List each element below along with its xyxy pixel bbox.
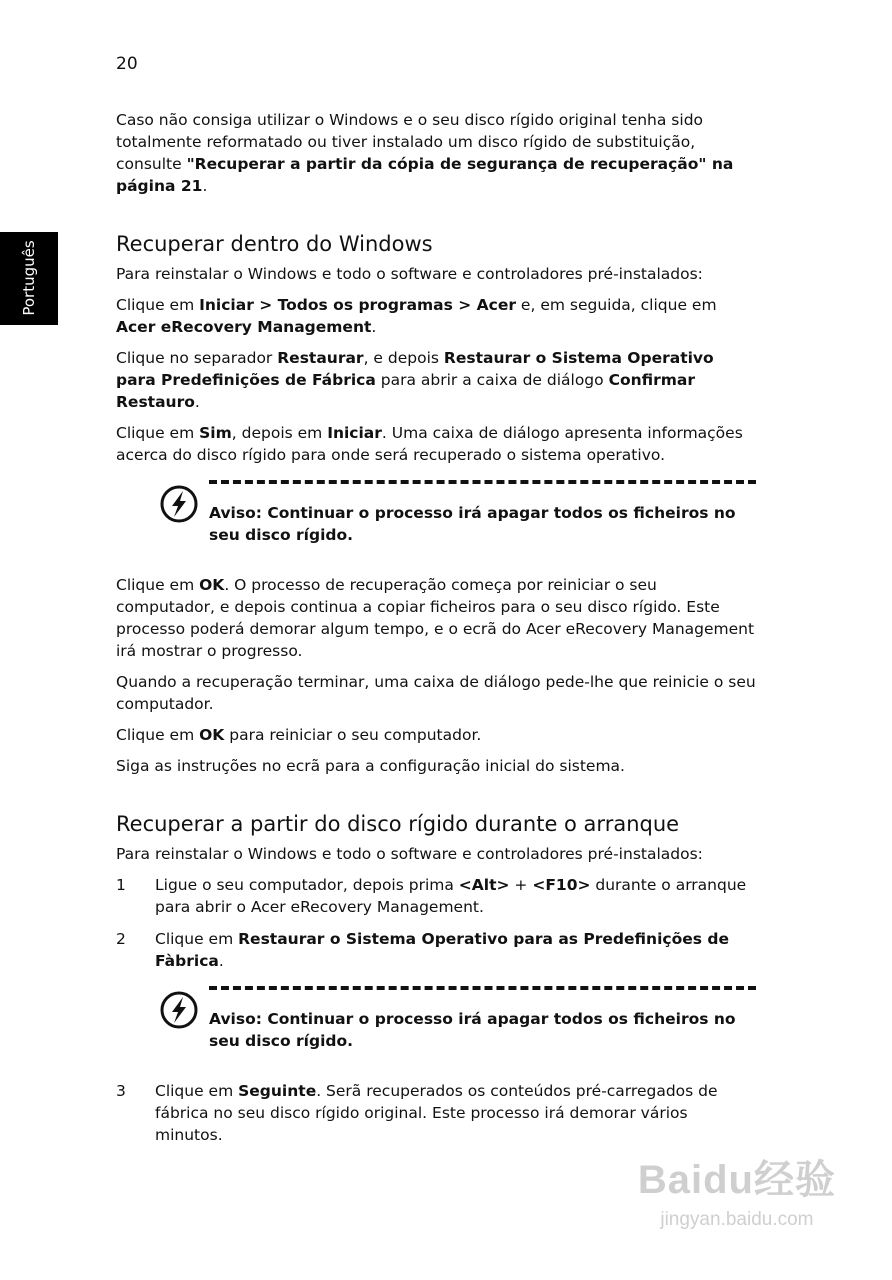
bold-text: <F10> <box>532 876 591 894</box>
text: . <box>194 393 200 411</box>
step-item <box>116 928 756 972</box>
bold-text: OK <box>199 576 225 594</box>
text: e, em seguida, clique em <box>516 296 717 314</box>
section1-p7 <box>116 724 756 746</box>
bold-text: <Alt> <box>458 876 510 894</box>
step-number: 1 <box>116 876 126 894</box>
section2-p1: Para reinstalar o Windows e todo o software e controladores pré-instalados: <box>116 845 703 863</box>
section2-title: Recuperar a partir do disco rígido durante o arranque <box>116 812 680 836</box>
step-number: 2 <box>116 930 126 948</box>
warning-box <box>116 986 756 1052</box>
intro-paragraph <box>116 109 756 197</box>
bold-text: Restaurar o Sistema Operativo para as Predefinições de Fàbrica <box>155 930 729 970</box>
language-tab-label: Português <box>20 240 38 316</box>
section1-p5 <box>116 574 756 662</box>
section1-p1: Para reinstalar o Windows e todo o software e controladores pré-instalados: <box>116 265 703 283</box>
step-item <box>116 1080 756 1146</box>
bold-text: Confirmar Restauro <box>116 371 696 411</box>
text: , depois em <box>231 424 328 442</box>
bold-text: Acer eRecovery Management <box>116 318 372 336</box>
bold-text: Sim <box>199 424 232 442</box>
watermark <box>638 1148 836 1231</box>
warning-box <box>116 480 756 546</box>
intro-cross-reference: "Recuperar a partir da cópia de segurança de recuperação" na página 21 <box>116 155 734 195</box>
text: . <box>218 952 224 970</box>
step-number: 3 <box>116 1082 126 1100</box>
dashed-divider <box>209 480 756 484</box>
section1-p4 <box>116 422 756 466</box>
bold-text: Seguinte <box>238 1082 317 1100</box>
section1-p6: Quando a recuperação terminar, uma caixa de diálogo pede-lhe que reinicie o seu computador. <box>116 673 756 713</box>
warning-text: Aviso: Continuar o processo irá apagar todos os ficheiros no seu disco rígido. <box>209 1010 736 1050</box>
bold-text: > <box>253 296 278 314</box>
text: . Uma caixa de diálogo apresenta informações acerca do disco rígido para onde será recuperado o sistema operativo. <box>116 424 743 464</box>
intro-end: . <box>202 177 208 195</box>
section1-p3 <box>116 347 756 413</box>
warning-lightning-icon <box>160 991 198 1029</box>
warning-lightning-icon <box>160 485 198 523</box>
text: , e depois <box>363 349 444 367</box>
dashed-divider <box>209 986 756 990</box>
text: Clique em <box>116 296 200 314</box>
section1-p2 <box>116 294 756 338</box>
text: Clique em <box>116 576 200 594</box>
warning-text: Aviso: Continuar o processo irá apagar todos os ficheiros no seu disco rígido. <box>209 504 736 544</box>
text: . Serã recuperados os conteúdos pré-carregados de fábrica no seu disco rígido original. Este processo irá demorar vários minutos. <box>155 1082 718 1144</box>
watermark-logo: Baidu经验 <box>637 1158 836 1202</box>
text: para abrir a caixa de diálogo <box>375 371 609 389</box>
text: Clique em <box>155 1082 239 1100</box>
text: durante o arranque para abrir o Acer eRecovery Management. <box>155 876 747 916</box>
bold-text: Acer <box>476 296 516 314</box>
text: Clique em <box>116 726 200 744</box>
text: Clique em <box>116 424 200 442</box>
text: Clique no separador <box>116 349 278 367</box>
section1-title: Recuperar dentro do Windows <box>116 232 433 256</box>
bold-text: > <box>452 296 477 314</box>
bold-text: Iniciar <box>199 296 254 314</box>
text: Ligue o seu computador, depois prima <box>155 876 459 894</box>
language-tab <box>0 232 58 325</box>
text: . O processo de recuperação começa por reiniciar o seu computador, e depois continua a copiar ficheiros para o seu disco rígido. Este processo poderá demorar algum tempo, e o ecrã do Acer eRecovery Management irá mostrar o progresso. <box>116 576 755 660</box>
bold-text: OK <box>199 726 225 744</box>
text: Clique em <box>155 930 239 948</box>
text: . <box>371 318 377 336</box>
text: + <box>509 876 533 894</box>
page-content <box>116 109 756 1156</box>
bold-text: Todos os programas <box>277 296 453 314</box>
watermark-url: jingyan.baidu.com <box>660 1209 814 1230</box>
text: para reiniciar o seu computador. <box>224 726 482 744</box>
intro-text: Caso não consiga utilizar o Windows e o seu disco rígido original tenha sido totalmente reformatado ou tiver instalado um disco rígido de substituição, consulte <box>116 111 704 173</box>
step-item <box>116 874 756 918</box>
page-number: 20 <box>116 54 138 74</box>
bold-text: Iniciar <box>327 424 382 442</box>
section1-p8: Siga as instruções no ecrã para a configuração inicial do sistema. <box>116 757 625 775</box>
bold-text: Restaurar <box>277 349 364 367</box>
bold-text: Restaurar o Sistema Operativo para Predefinições de Fábrica <box>116 349 714 389</box>
